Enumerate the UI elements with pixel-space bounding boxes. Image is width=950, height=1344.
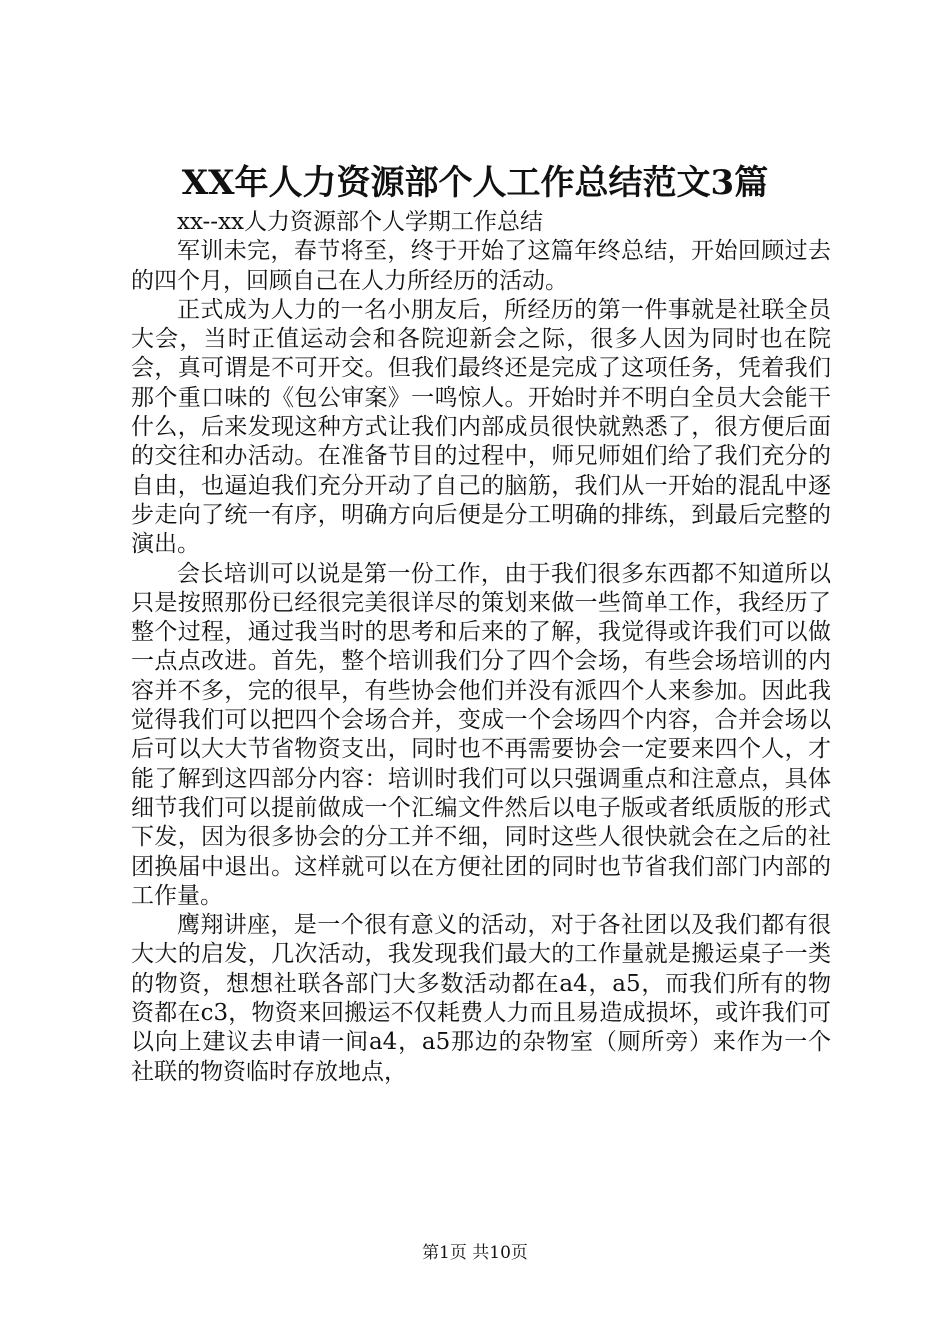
paragraph-1: 军训未完，春节将至，终于开始了这篇年终总结，开始回顾过去的四个月，回顾自己在人力所经历的活动。 xyxy=(131,238,831,294)
document-body xyxy=(131,208,831,1087)
page-footer: 第1页 共10页 xyxy=(422,1243,528,1263)
paragraph-3: 会长培训可以说是第一份工作，由于我们很多东西都不知道所以只是按照那份已经很完美很详尽的策划来做一些简单工作，我经历了整个过程，通过我当时的思考和后来的了解，我觉得或许我们可以做一点点改进。首先，整个培训我们分了四个会场，有些会场培训的内容并不多，完的很早，有些协会他们并没有派四个人来参加。因此我觉得我们可以把四个会场合并，变成一个会场四个内容，合并会场以后可以大大节省物资支出，同时也不再需要协会一定要来四个人，才能了解到这四部分内容：培训时我们可以只强调重点和注意点，具体细节我们可以提前做成一个汇编文件然后以电子版或者纸质版的形式下发，因为很多协会的分工并不细，同时这些人很快就会在之后的社团换届中退出。这样就可以在方便社团的同时也节省我们部门内部的工作量。 xyxy=(131,560,831,909)
paragraph-4: 鹰翔讲座，是一个很有意义的活动，对于各社团以及我们都有很大大的启发，几次活动，我发现我们最大的工作量就是搬运桌子一类的物资，想想社联各部门大多数活动都在a4，a5，而我们所有的物资都在c3，物资来回搬运不仅耗费人力而且易造成损坏，或许我们可以向上建议去申请一间a4，a5那边的杂物室（厕所旁）来作为一个社联的物资临时存放地点， xyxy=(131,912,831,1085)
document-title: XX年人力资源部个人工作总结范文3篇 xyxy=(181,163,769,203)
paragraph-2: 正式成为人力的一名小朋友后，所经历的第一件事就是社联全员大会，当时正值运动会和各院迎新会之际，很多人因为同时也在院会，真可谓是不可开交。但我们最终还是完成了这项任务，凭着我们那个重口味的《包公审案》一鸣惊人。开始时并不明白全员大会能干什么，后来发现这种方式让我们内部成员很快就熟悉了，很方便后面的交往和办活动。在准备节目的过程中，师兄师姐们给了我们充分的自由，也逼迫我们充分开动了自己的脑筋，我们从一开始的混乱中逐步走向了统一有序，明确方向后便是分工明确的排练，到最后完整的演出。 xyxy=(131,296,831,558)
document-subtitle: xx--xx人力资源部个人学期工作总结 xyxy=(177,209,544,235)
